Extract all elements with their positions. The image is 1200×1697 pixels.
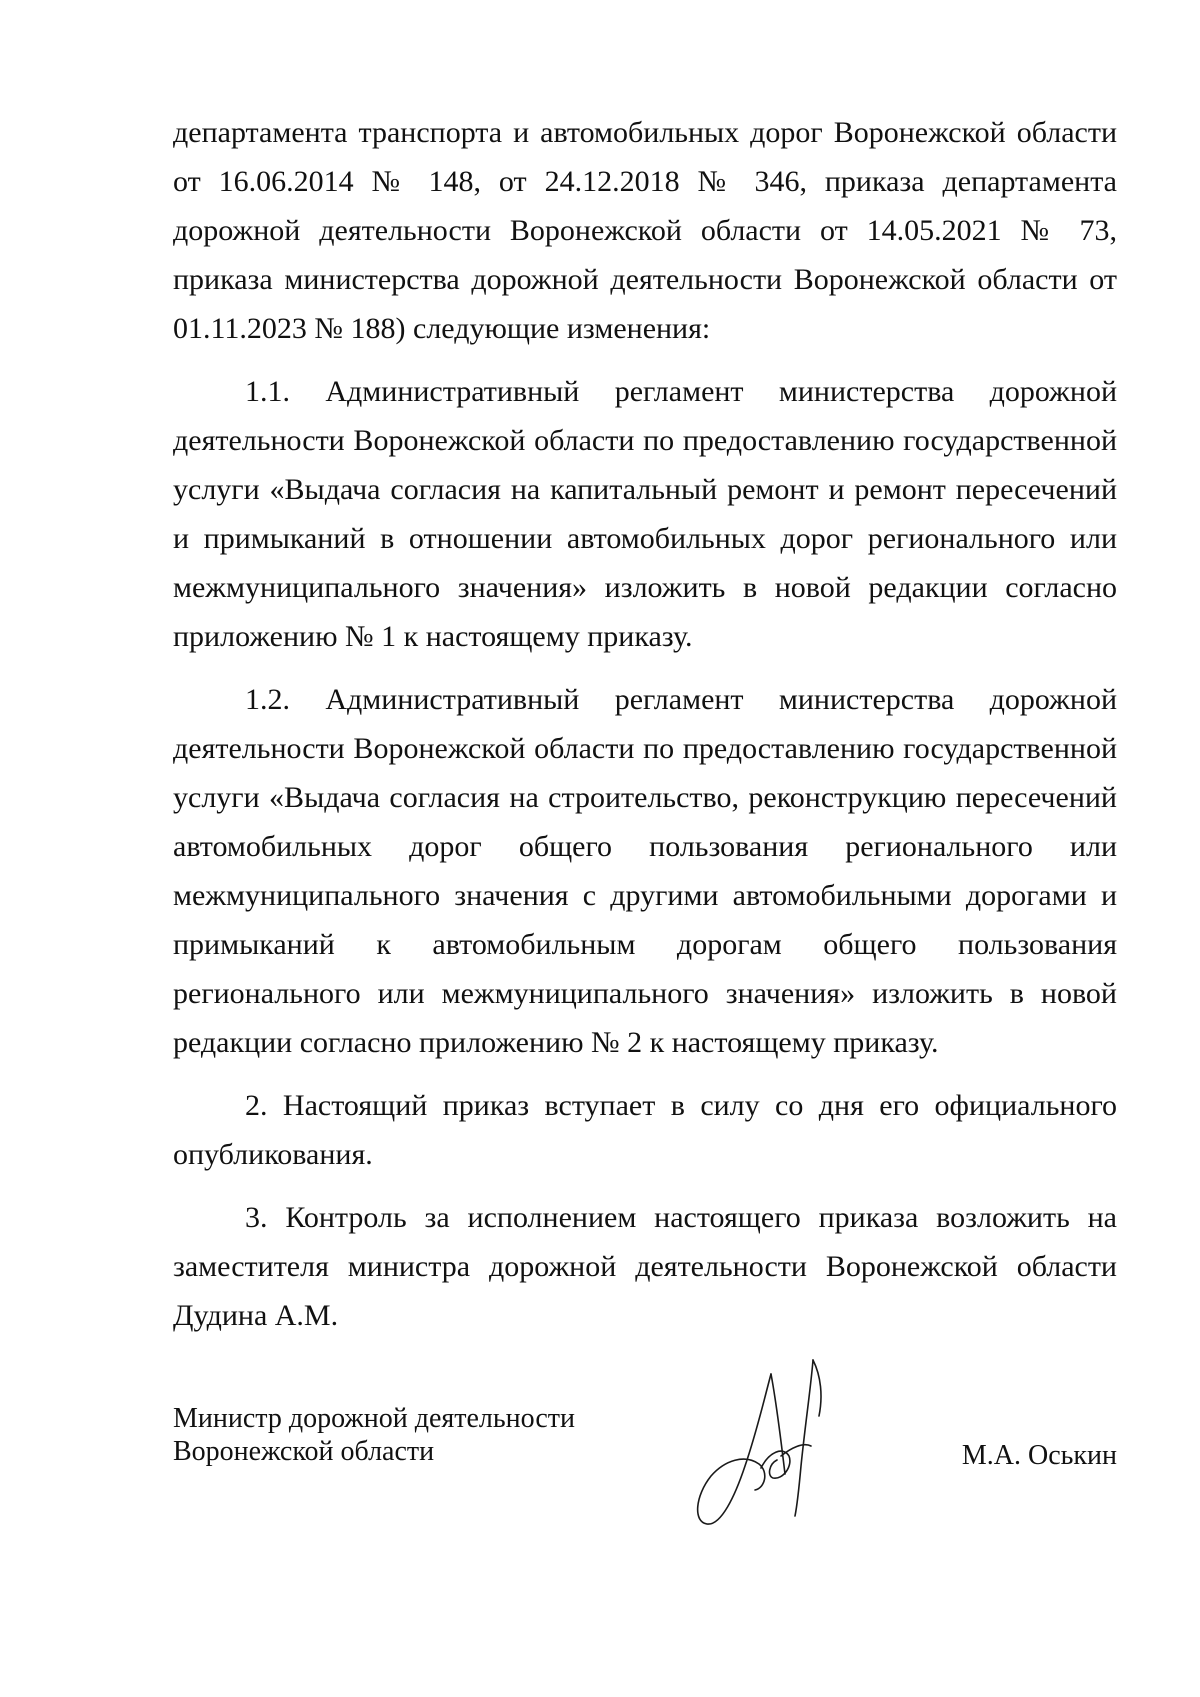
paragraph-item-1-2: 1.2. Административный регламент министерства дорожной деятельности Воронежской области по предоставлению государственной услуги «Выдача согласия на строительство, реконструкцию пересечений автомобильных дорог общего пользования регионального или межмуниципального значения с другими автомобильными дорогами и примыканий к автомобильным дорогам общего пользования регионального или межмуниципального значения» изложить в новой редакции согласно приложению № 2 к настоящему приказу. [173, 683, 1117, 1059]
signatory-title-line-1: Министр дорожной деятельности [173, 1403, 576, 1434]
signatory-title [173, 1402, 575, 1468]
paragraph-intro-continued: департамента транспорта и автомобильных дорог Воронежской области от 16.06.2014 № 148, от 24.12.2018 № 346, приказа департамента дорожной деятельности Воронежской области от 14.05.2021 № 73, приказа министерства дорожной деятельности Воронежской области от 01.11.2023 № 188) следующие изменения: [173, 116, 1117, 345]
handwritten-signature [673, 1356, 863, 1546]
signatory-title-line-2: Воронежской области [173, 1436, 435, 1467]
paragraph-item-1-1: 1.1. Административный регламент министерства дорожной деятельности Воронежской области по предоставлению государственной услуги «Выдача согласия на капитальный ремонт и ремонт пересечений и примыканий в отношении автомобильных дорог регионального или межмуниципального значения» изложить в новой редакции согласно приложению № 1 к настоящему приказу. [173, 375, 1117, 653]
paragraph-item-3: 3. Контроль за исполнением настоящего приказа возложить на заместителя министра дорожной деятельности Воронежской области Дудина А.М. [173, 1201, 1117, 1332]
document-body [173, 108, 1117, 1340]
signature-block [173, 1402, 1117, 1542]
signatory-name: М.А. Оськин [961, 1440, 1117, 1471]
paragraph-item-2: 2. Настоящий приказ вступает в силу со дня его официального опубликования. [173, 1089, 1117, 1171]
